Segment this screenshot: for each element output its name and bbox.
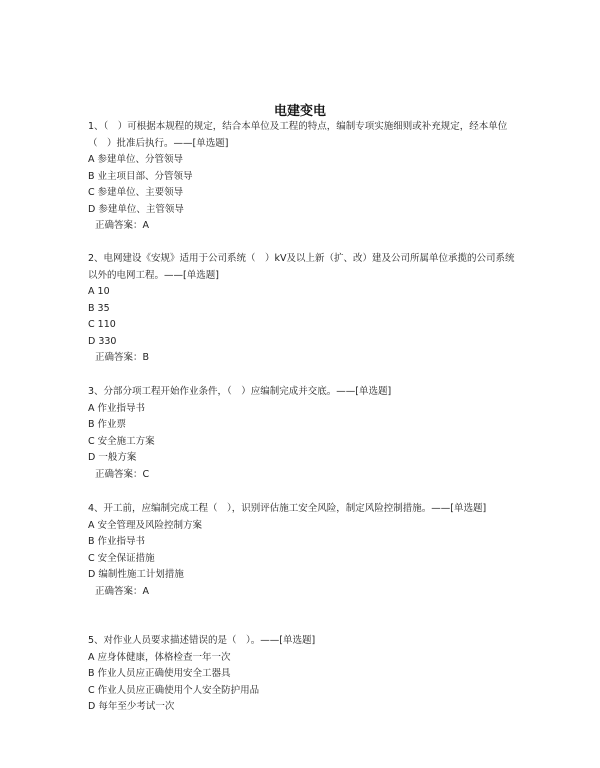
- question-text: 3、分部分项工程开始作业条件，（ ）应编制完成并交底。——[单选题]: [88, 386, 392, 397]
- question-text: 1、（ ）可根据本规程的规定，结合本单位及工程的特点，编制专项实施细则或补充规定，经本单位（ ）批准后执行。——[单选题]: [88, 121, 508, 149]
- option-a: A 作业指导书: [88, 402, 146, 414]
- question-text: 2、电网建设《安规》适用于公司系统（ ）kV及以上新（扩、改）建及公司所属单位承揽的公司系统以外的电网工程。——[单选题]: [88, 253, 515, 281]
- question-2: [88, 251, 518, 367]
- option-b: B 业主项目部、分管领导: [88, 170, 193, 182]
- option-c: C 安全保证措施: [88, 552, 155, 564]
- option-a: A 应身体健康，体格检查一年一次: [88, 651, 231, 663]
- option-c: C 110: [88, 319, 116, 330]
- option-a: A 安全管理及风险控制方案: [88, 519, 203, 531]
- option-a: A 参建单位、分管领导: [88, 154, 184, 165]
- option-d: D 编制性施工计划措施: [88, 569, 184, 580]
- correct-answer: 正确答案：A: [95, 220, 149, 231]
- option-c: C 参建单位、主要领导: [88, 187, 184, 198]
- option-d: D 一般方案: [88, 452, 137, 463]
- document-title: 电建变电: [273, 104, 326, 119]
- option-b: B 作业票: [88, 419, 127, 430]
- option-d: D 330: [88, 335, 117, 347]
- question-1: [88, 119, 518, 235]
- question-text: 4、开工前，应编制完成工程（ ），识别评估施工安全风险，制定风险控制措施。——[单选题]: [88, 503, 487, 514]
- option-b: B 35: [88, 302, 110, 314]
- question-5: [88, 633, 518, 716]
- question-4: [88, 501, 518, 600]
- question-text: 5、对作业人员要求描述错误的是（ ）。——[单选题]: [88, 635, 316, 646]
- option-c: C 作业人员应正确使用个人安全防护用品: [88, 684, 260, 696]
- correct-answer: 正确答案：B: [95, 352, 150, 363]
- correct-answer: 正确答案：A: [95, 585, 149, 597]
- correct-answer: 正确答案：C: [95, 468, 150, 480]
- question-3: [88, 384, 518, 483]
- option-a: A 10: [88, 286, 110, 297]
- option-d: D 每年至少考试一次: [88, 701, 175, 712]
- option-c: C 安全施工方案: [88, 435, 155, 447]
- option-b: B 作业人员应正确使用安全工器具: [88, 668, 231, 679]
- option-b: B 作业指导书: [88, 536, 146, 547]
- option-d: D 参建单位、主管领导: [88, 203, 184, 215]
